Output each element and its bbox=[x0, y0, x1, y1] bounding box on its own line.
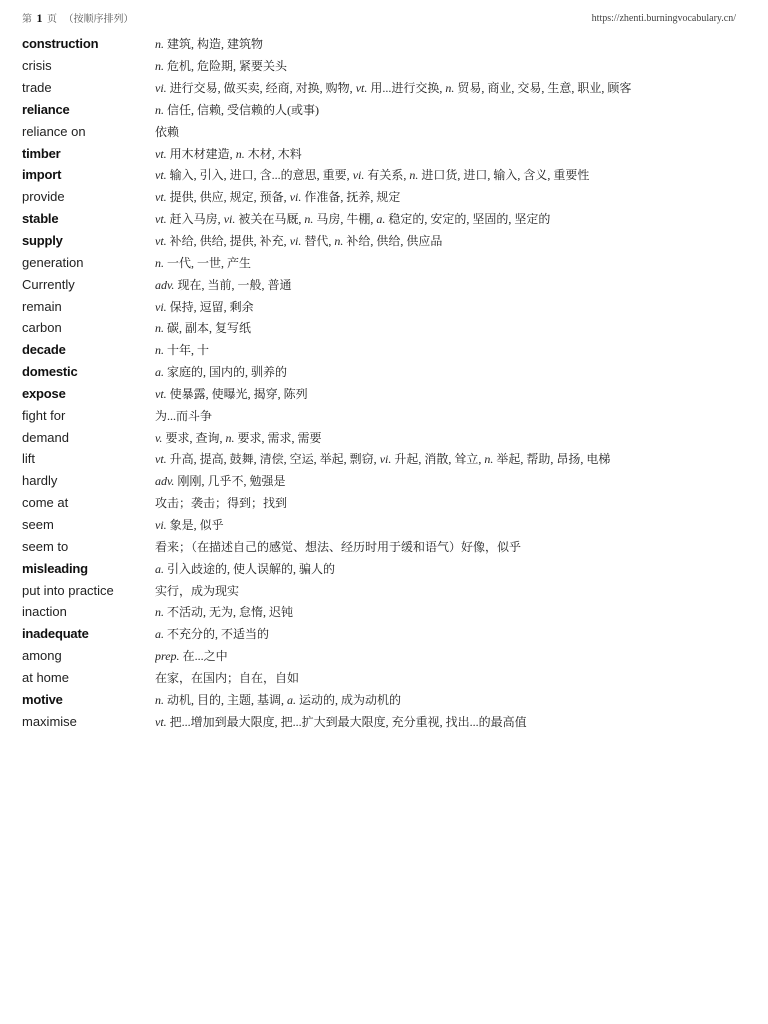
definition-text: 稳定的, 安定的, 坚固的, 坚定的 bbox=[385, 212, 551, 227]
part-of-speech: vt. bbox=[155, 212, 167, 227]
vocab-definition bbox=[155, 603, 738, 620]
vocab-entry bbox=[22, 77, 738, 99]
vocab-entry bbox=[22, 273, 738, 295]
part-of-speech: n. bbox=[334, 234, 344, 249]
part-of-speech: vt. bbox=[155, 146, 167, 161]
part-of-speech: vt. bbox=[155, 190, 167, 205]
vocab-definition bbox=[155, 407, 738, 424]
page-number: 1 bbox=[36, 11, 43, 25]
vocab-term: construction bbox=[22, 36, 99, 52]
vocab-term: inadequate bbox=[22, 626, 89, 642]
vocab-definition bbox=[155, 79, 738, 96]
vocab-term: reliance bbox=[22, 101, 70, 117]
vocab-entry bbox=[22, 710, 738, 732]
definition-text: 马房, 牛棚, bbox=[313, 212, 377, 227]
part-of-speech: adv. bbox=[155, 474, 175, 489]
vocabulary-list bbox=[22, 33, 738, 732]
vocab-term: generation bbox=[22, 254, 84, 270]
definition-text: 用木材建造, bbox=[166, 146, 236, 161]
part-of-speech: n. bbox=[155, 255, 164, 270]
vocab-term: put into practice bbox=[22, 582, 114, 598]
part-of-speech: n. bbox=[484, 452, 494, 467]
vocab-term: supply bbox=[22, 233, 63, 249]
definition-text: 有关系, bbox=[364, 168, 410, 183]
definition-text: 替代, bbox=[301, 234, 335, 249]
definition-text: 引入歧途的, 使人误解的, 骗人的 bbox=[164, 561, 336, 576]
vocab-term: maximise bbox=[22, 713, 77, 729]
vocab-entry bbox=[22, 208, 738, 230]
vocab-definition bbox=[155, 188, 738, 205]
vocab-definition bbox=[155, 276, 738, 293]
part-of-speech: vt. bbox=[155, 714, 167, 729]
vocab-entry bbox=[22, 339, 738, 361]
definition-text: 攻击；袭击；得到；找到 bbox=[155, 496, 288, 511]
vocab-term: misleading bbox=[22, 560, 88, 576]
vocab-term: decade bbox=[22, 342, 66, 358]
vocab-term: seem to bbox=[22, 538, 69, 554]
part-of-speech: n. bbox=[155, 37, 164, 52]
vocab-definition bbox=[155, 450, 738, 467]
definition-text: 实行，成为现实 bbox=[155, 583, 240, 598]
vocab-term: crisis bbox=[22, 58, 52, 74]
vocab-definition bbox=[155, 494, 738, 511]
vocab-entry bbox=[22, 186, 738, 208]
page-prefix: 第 bbox=[22, 14, 32, 25]
vocab-definition bbox=[155, 363, 738, 380]
vocab-definition bbox=[155, 232, 738, 249]
definition-text: 不充分的, 不适当的 bbox=[164, 627, 270, 642]
part-of-speech: n. bbox=[155, 692, 164, 707]
definition-text: 要求, 查询, bbox=[162, 430, 226, 445]
vocab-term: carbon bbox=[22, 320, 62, 336]
part-of-speech: a. bbox=[376, 212, 386, 227]
vocab-term: timber bbox=[22, 145, 61, 161]
definition-text: 用...进行交换, bbox=[367, 81, 446, 96]
definition-text: 不活动, 无为, 怠惰, 迟钝 bbox=[164, 605, 294, 620]
definition-text: 补给, 供给, 提供, 补充, bbox=[166, 234, 290, 249]
part-of-speech: vt. bbox=[155, 168, 167, 183]
vocab-entry bbox=[22, 33, 738, 55]
definition-text: 家庭的, 国内的, 驯养的 bbox=[164, 365, 288, 380]
vocab-definition bbox=[155, 123, 738, 140]
vocab-entry bbox=[22, 557, 738, 579]
vocab-term: provide bbox=[22, 189, 65, 205]
part-of-speech: vi. bbox=[155, 299, 167, 314]
part-of-speech: n. bbox=[225, 430, 235, 445]
part-of-speech: vi. bbox=[289, 190, 302, 205]
part-of-speech: n. bbox=[155, 605, 164, 620]
vocab-term: demand bbox=[22, 429, 69, 445]
vocab-term: import bbox=[22, 167, 62, 183]
vocab-entry bbox=[22, 361, 738, 383]
vocab-entry bbox=[22, 514, 738, 536]
page-suffix: 页 bbox=[47, 14, 57, 25]
vocab-definition bbox=[155, 625, 738, 642]
page-header bbox=[22, 10, 736, 26]
definition-text: 碳, 副本, 复写纸 bbox=[164, 321, 252, 336]
definition-text: 依赖 bbox=[155, 124, 180, 139]
vocab-entry bbox=[22, 470, 738, 492]
definition-text: 十年, 十 bbox=[164, 343, 210, 358]
vocab-definition bbox=[155, 319, 738, 336]
definition-text: 一代, 一世, 产生 bbox=[164, 255, 252, 270]
vocab-definition bbox=[155, 472, 738, 489]
vocab-definition bbox=[155, 691, 738, 708]
part-of-speech: v. bbox=[155, 430, 163, 445]
vocab-entry bbox=[22, 645, 738, 667]
vocab-definition bbox=[155, 582, 738, 599]
vocab-entry bbox=[22, 666, 738, 688]
part-of-speech: a. bbox=[155, 627, 164, 642]
definition-text: 进口货, 进口, 输入, 含义, 重要性 bbox=[418, 168, 590, 183]
vocab-definition bbox=[155, 210, 738, 227]
definition-text: 把...增加到最大限度, 把...扩大到最大限度, 充分重视, 找出...的最高值 bbox=[166, 714, 527, 729]
vocab-entry bbox=[22, 492, 738, 514]
part-of-speech: n. bbox=[155, 102, 164, 117]
vocab-entry bbox=[22, 623, 738, 645]
definition-text: 木材, 木料 bbox=[244, 146, 302, 161]
definition-text: 举起, 帮助, 昂扬, 电梯 bbox=[493, 452, 611, 467]
vocab-definition bbox=[155, 341, 738, 358]
vocab-entry bbox=[22, 448, 738, 470]
definition-text: 保持, 逗留, 剩余 bbox=[166, 299, 254, 314]
definition-text: 看来；（在描述自己的感觉、想法、经历时用于缓和语气）好像，似乎 bbox=[155, 539, 522, 554]
definition-text: 刚刚, 几乎不, 勉强是 bbox=[174, 474, 286, 489]
part-of-speech: vt. bbox=[155, 234, 167, 249]
part-of-speech: vt. bbox=[355, 81, 368, 96]
vocab-term: lift bbox=[22, 451, 35, 467]
vocab-definition bbox=[155, 166, 738, 183]
part-of-speech: adv. bbox=[155, 277, 175, 292]
vocab-definition bbox=[155, 57, 738, 74]
vocab-definition bbox=[155, 516, 738, 533]
vocab-entry bbox=[22, 164, 738, 186]
part-of-speech: n. bbox=[155, 343, 164, 358]
vocab-entry bbox=[22, 99, 738, 121]
definition-text: 象是, 似乎 bbox=[166, 517, 224, 532]
vocab-definition bbox=[155, 560, 738, 577]
vocab-term: stable bbox=[22, 211, 59, 227]
definition-text: 危机, 危险期, 紧要关头 bbox=[164, 59, 288, 74]
part-of-speech: vi. bbox=[379, 452, 392, 467]
vocab-entry bbox=[22, 404, 738, 426]
part-of-speech: n. bbox=[155, 321, 164, 336]
definition-text: 赶入马房, bbox=[166, 212, 224, 227]
vocab-definition bbox=[155, 385, 738, 402]
vocab-term: seem bbox=[22, 516, 54, 532]
vocab-term: come at bbox=[22, 495, 69, 511]
part-of-speech: n. bbox=[304, 212, 314, 227]
part-of-speech: a. bbox=[155, 561, 164, 576]
part-of-speech: n. bbox=[235, 146, 245, 161]
definition-text: 升起, 消散, 耸立, bbox=[391, 452, 485, 467]
vocab-definition bbox=[155, 35, 738, 52]
part-of-speech: n. bbox=[445, 81, 455, 96]
definition-text: 要求, 需求, 需要 bbox=[234, 430, 322, 445]
vocab-entry bbox=[22, 120, 738, 142]
vocab-entry bbox=[22, 426, 738, 448]
vocab-term: fight for bbox=[22, 407, 66, 423]
definition-text: 运动的, 成为动机的 bbox=[296, 692, 402, 707]
vocab-entry bbox=[22, 535, 738, 557]
part-of-speech: vi. bbox=[223, 212, 236, 227]
part-of-speech: vi. bbox=[289, 234, 302, 249]
part-of-speech: vt. bbox=[155, 386, 167, 401]
vocab-term: expose bbox=[22, 385, 66, 401]
definition-text: 建筑, 构造, 建筑物 bbox=[164, 37, 264, 52]
vocab-entry bbox=[22, 383, 738, 405]
definition-text: 补给, 供给, 供应品 bbox=[343, 234, 443, 249]
part-of-speech: a. bbox=[155, 365, 164, 380]
vocab-term: inaction bbox=[22, 604, 67, 620]
vocab-term: domestic bbox=[22, 364, 78, 380]
source-url[interactable]: https://zhenti.burningvocabulary.cn/ bbox=[591, 12, 736, 24]
vocab-term: reliance on bbox=[22, 123, 86, 139]
vocab-entry bbox=[22, 251, 738, 273]
vocab-term: among bbox=[22, 648, 62, 664]
vocab-definition bbox=[155, 538, 738, 555]
vocab-definition bbox=[155, 647, 738, 664]
vocab-term: trade bbox=[22, 80, 52, 96]
part-of-speech: prep. bbox=[155, 649, 180, 664]
vocab-definition bbox=[155, 429, 738, 446]
definition-text: 在...之中 bbox=[179, 649, 228, 664]
part-of-speech: n. bbox=[409, 168, 419, 183]
vocab-entry bbox=[22, 688, 738, 710]
definition-text: 在家，在国内；自在，自如 bbox=[155, 670, 300, 685]
vocab-definition bbox=[155, 298, 738, 315]
vocab-term: remain bbox=[22, 298, 62, 314]
part-of-speech: vi. bbox=[155, 81, 167, 96]
definition-text: 现在, 当前, 一般, 普通 bbox=[174, 277, 292, 292]
definition-text: 作准备, 抚养, 规定 bbox=[301, 190, 401, 205]
part-of-speech: n. bbox=[155, 59, 164, 74]
vocab-entry bbox=[22, 55, 738, 77]
vocab-term: at home bbox=[22, 669, 69, 685]
vocab-definition bbox=[155, 145, 738, 162]
vocab-definition bbox=[155, 101, 738, 118]
vocab-term: motive bbox=[22, 691, 63, 707]
vocab-definition bbox=[155, 254, 738, 271]
definition-text: 为...而斗争 bbox=[155, 408, 213, 423]
definition-text: 动机, 目的, 主题, 基调, bbox=[164, 692, 288, 707]
definition-text: 贸易, 商业, 交易, 生意, 职业, 顾客 bbox=[454, 81, 632, 96]
vocab-term: hardly bbox=[22, 473, 58, 489]
definition-text: 提供, 供应, 规定, 预备, bbox=[166, 190, 290, 205]
part-of-speech: vt. bbox=[155, 452, 167, 467]
definition-text: 输入, 引入, 进口, 含...的意思, 重要, bbox=[166, 168, 353, 183]
definition-text: 被关在马厩, bbox=[235, 212, 305, 227]
vocab-entry bbox=[22, 579, 738, 601]
vocab-entry bbox=[22, 142, 738, 164]
part-of-speech: a. bbox=[287, 692, 297, 707]
definition-text: 进行交易, 做买卖, 经商, 对换, 购物, bbox=[166, 81, 356, 96]
vocab-entry bbox=[22, 317, 738, 339]
definition-text: 信任, 信赖, 受信赖的人(或事) bbox=[164, 102, 319, 117]
vocab-definition bbox=[155, 669, 738, 686]
vocab-entry bbox=[22, 601, 738, 623]
vocab-entry bbox=[22, 230, 738, 252]
part-of-speech: vi. bbox=[352, 168, 365, 183]
part-of-speech: vi. bbox=[155, 517, 167, 532]
vocab-definition bbox=[155, 713, 738, 730]
vocab-entry bbox=[22, 295, 738, 317]
definition-text: 升高, 提高, 鼓舞, 清偿, 空运, 举起, 剽窃, bbox=[166, 452, 380, 467]
page-hint: （按顺序排列） bbox=[63, 14, 134, 25]
vocab-term: Currently bbox=[22, 276, 75, 292]
definition-text: 使暴露, 使曝光, 揭穿, 陈列 bbox=[166, 386, 308, 401]
page-label bbox=[22, 10, 134, 26]
